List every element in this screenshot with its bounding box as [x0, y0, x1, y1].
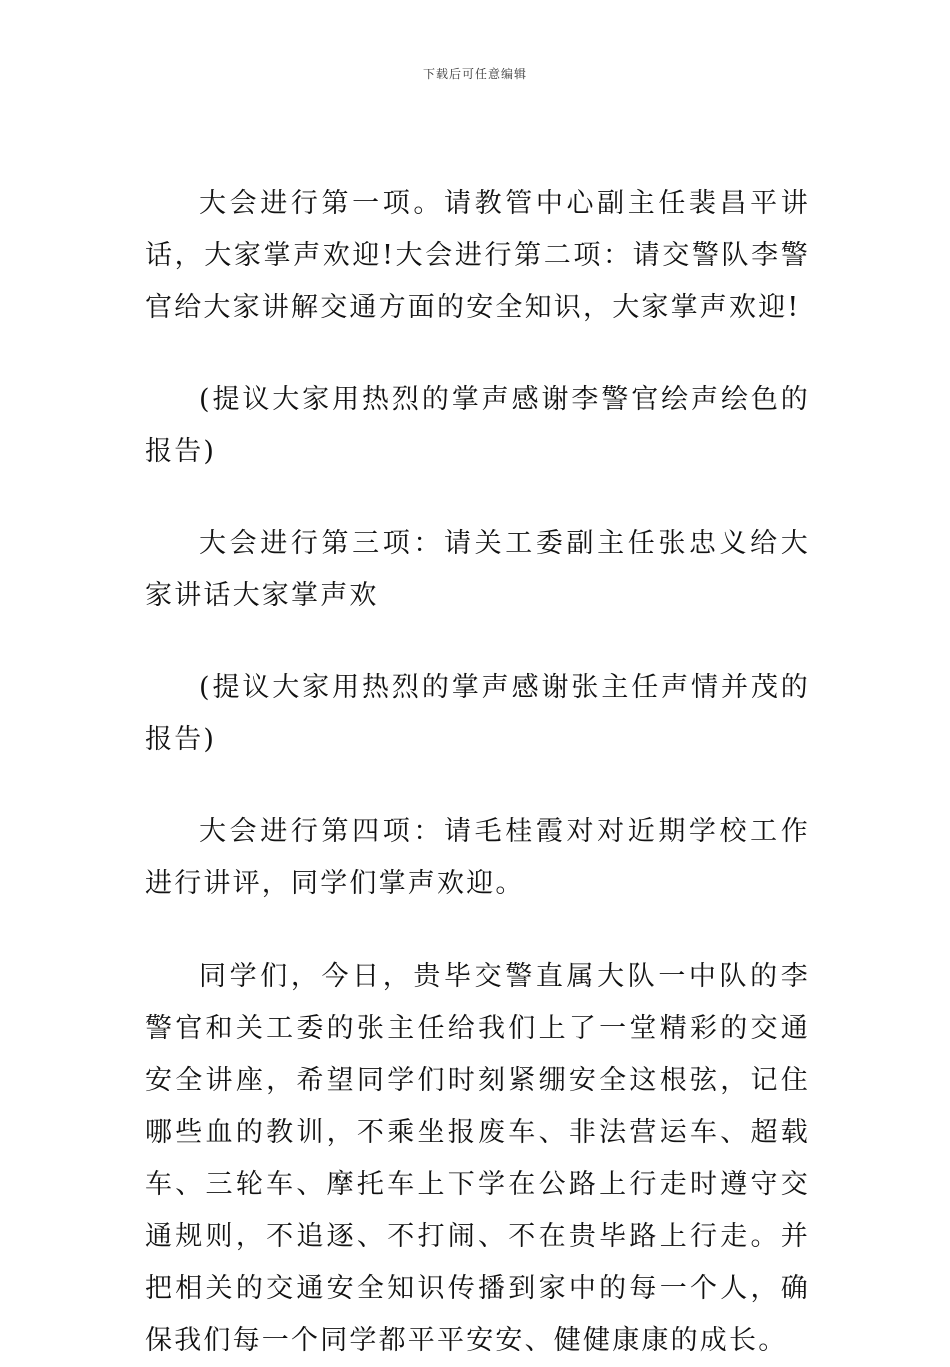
paragraph-applause-note-1: (提议大家用热烈的掌声感谢李警官绘声绘色的报告)	[145, 384, 810, 467]
paragraph-agenda-item-3: 大会进行第三项：请关工委副主任张忠义给大家讲话大家掌声欢	[145, 528, 810, 611]
paragraph-closing-remarks: 同学们，今日，贵毕交警直属大队一中队的李警官和关工委的张主任给我们上了一堂精彩的交通安全讲座，希望同学们时刻紧绷安全这根弦，记住哪些血的教训，不乘坐报废车、非法营运车、超载车、三轮车、摩托车上下学在公路上行走时遵守交通规则，不追逐、不打闹、不在贵毕路上行走。并把相关的交通安全知识传播到家中的每一个人，确保我们每一个同学都平平安安、健健康康的成长。	[145, 961, 810, 1356]
document-body	[145, 178, 810, 1367]
paragraph-agenda-item-1-2: 大会进行第一项。请教管中心副主任裴昌平讲话，大家掌声欢迎!大会进行第二项：请交警队李警官给大家讲解交通方面的安全知识，大家掌声欢迎!	[145, 188, 810, 323]
paragraph-applause-note-2: (提议大家用热烈的掌声感谢张主任声情并茂的报告)	[145, 672, 810, 755]
paragraph-agenda-item-4: 大会进行第四项：请毛桂霞对对近期学校工作进行讲评，同学们掌声欢迎。	[145, 816, 810, 899]
header-note: 下载后可任意编辑	[422, 67, 527, 81]
